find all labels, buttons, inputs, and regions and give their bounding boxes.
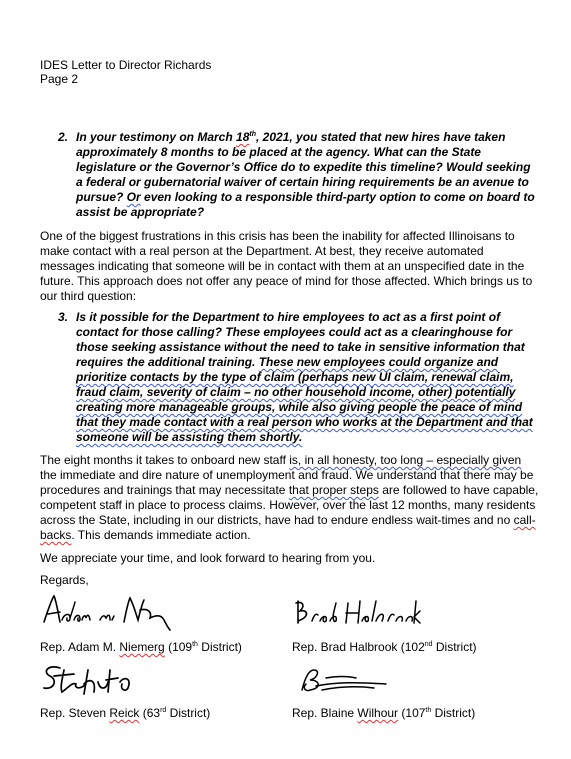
question-text: Is it possible for the Department to hire employees to act as a first point of contact for those calling? These employees could act as a clearinghouse for those seeking assistance without the need to take in sensitive information that requires the additional training. These new employees could organize and prioritize contacts by the type of claim (perhaps new UI claim, renewal claim, fraud claim, severity of claim – no other household income, other) potentially creating more manageable groups, while also giving people the peace of mind that they made contact with a real person who works at the Department and that someone will be assisting them shortly.: [76, 310, 533, 444]
signer-halbrook: Rep. Brad Halbrook (102nd District): [292, 640, 477, 654]
grammar-flag-or: Or: [126, 190, 141, 204]
date-day: 18: [236, 130, 250, 144]
signer-niemerg: Rep. Adam M. Niemerg (109th District): [40, 640, 242, 654]
signature-reick: [40, 660, 140, 700]
question-3: [40, 310, 540, 445]
closing-regards: Regards,: [40, 573, 89, 587]
signature-halbrook: [292, 597, 422, 633]
letter-header-title: IDES Letter to Director Richards: [40, 58, 212, 72]
grammar-flag-block: These new employees could organize and prioritize contacts by the type of claim (perhaps new UI claim, renewal claim, fraud claim, severity of claim – no other household income, other) potentially creating more manageable groups, while also giving people the peace of mind that they made contact with a real person who works at the Department and that someone will be assisting them shortly.: [76, 355, 533, 444]
signature-wilhour: [296, 664, 392, 700]
letter-header-page: Page 2: [40, 72, 79, 86]
body-paragraph-2: The eight months it takes to onboard new staff is, in all honesty, too long – especially given the immediate and dire nature of unemployment and fraud. We understand that there may be procedures and trainings that may necessitate that proper steps are followed to have capable, competent staff in place to process claims. However, over the last 12 months, many residents across the State, including in our districts, have had to endure endless wait-times and no call-backs. This demands immediate action.: [40, 453, 539, 542]
grammar-flag-steps: that proper steps: [288, 483, 379, 497]
body-paragraph-1: One of the biggest frustrations in this crisis has been the inability for affected Illinoisans to make contact with a real person at the Department. At best, they receive automated messages indicating that someone will be in contact with them at an unspecified date in the future. This approach does not offer any peace of mind for those affected. Which brings us to our third question:: [40, 229, 533, 303]
signer-reick: Rep. Steven Reick (63rd District): [40, 706, 211, 720]
signature-niemerg: [40, 592, 175, 632]
question-number: 2.: [58, 130, 69, 144]
question-text: In your testimony on March 18th, 2021, you stated that new hires have taken approximately 8 months to be placed at the agency. What can the State legislature or the Governor’s Office do to expedite this timeline? Would seeking a federal or gubernatorial waiver of certain hiring requirements be an avenue to pursue? Or even looking to a responsible third-party option to come on board to assist be appropriate?: [76, 130, 535, 219]
signer-wilhour: Rep. Blaine Wilhour (107th District): [292, 706, 476, 720]
spelling-flag-callbacks: call-backs: [40, 513, 536, 542]
body-paragraph-3: We appreciate your time, and look forward to hearing from you.: [40, 551, 376, 565]
grammar-flag-honesty: is, in all honesty, too long – especially given: [289, 453, 522, 467]
question-2: [40, 130, 540, 220]
question-number: 3.: [58, 310, 69, 324]
